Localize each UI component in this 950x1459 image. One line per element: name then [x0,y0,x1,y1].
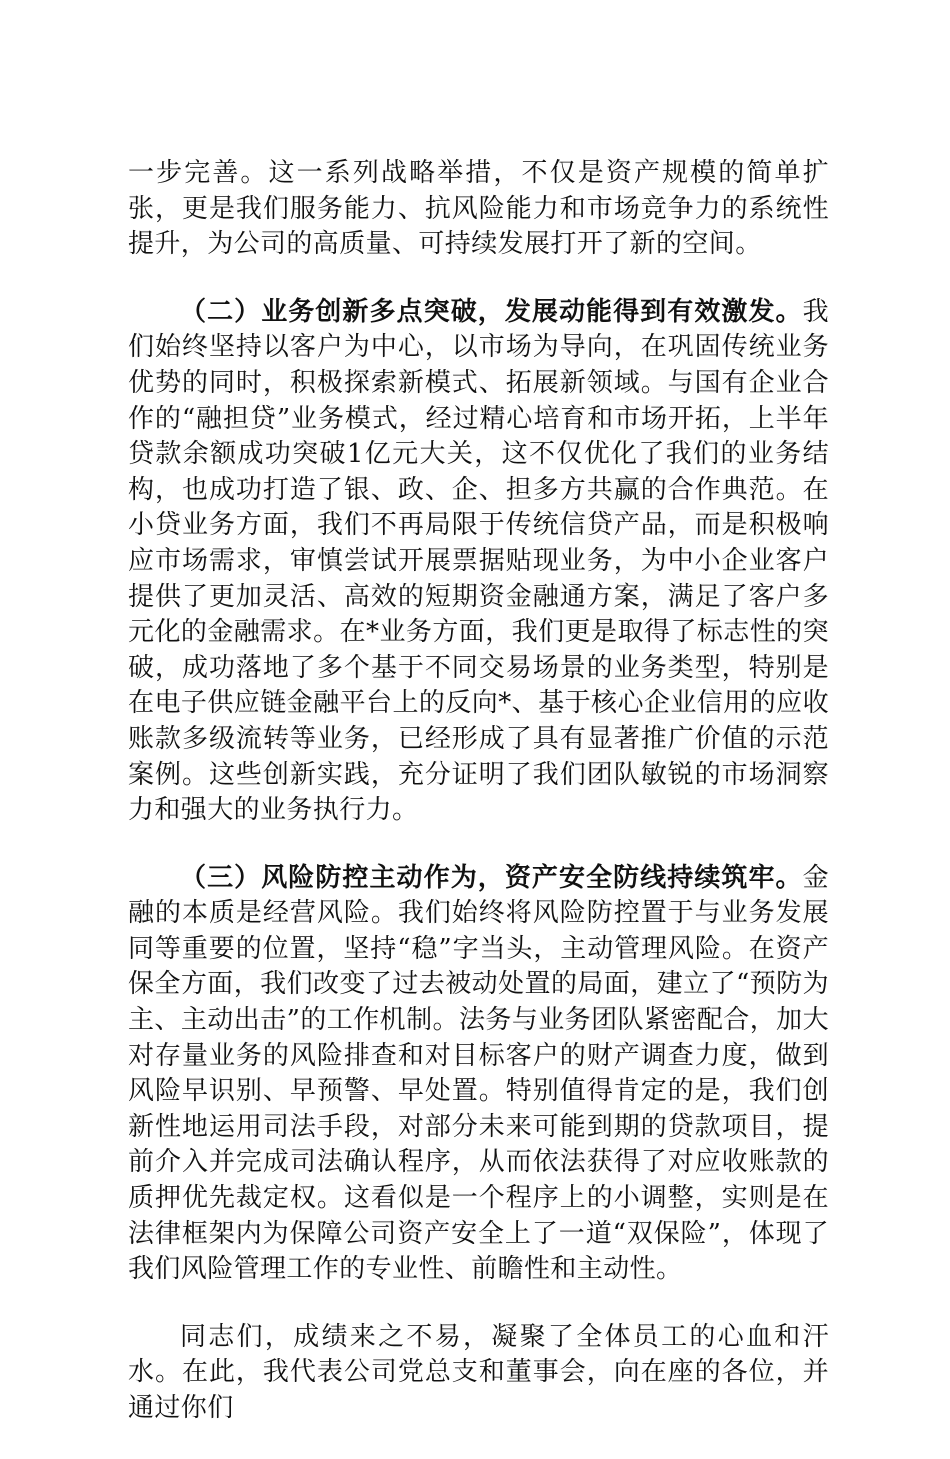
paragraph-continuation [128,156,829,263]
paragraph-text: 同志们，成绩来之不易，凝聚了全体员工的心血和汗水。在此，我代表公司党总支和董事会，向在座的各位，并通过你们 [128,1321,829,1423]
paragraph-text: 一步完善。这一系列战略举措，不仅是资产规模的简单扩张，更是我们服务能力、抗风险能力和市场竞争力的系统性提升，为公司的高质量、可持续发展打开了新的空间。 [128,158,829,260]
paragraph-text: 金融的本质是经营风险。我们始终将风险防控置于与业务发展同等重要的位置，坚持“稳”字当头，主动管理风险。在资产保全方面，我们改变了过去被动处置的局面，建立了“预防为主、主动出击”的工作机制。法务与业务团队紧密配合，加大对存量业务的风险排查和对目标客户的财产调查力度，做到风险早识别、早预警、早处置。特别值得肯定的是，我们创新性地运用司法手段，对部分未来可能到期的贷款项目，提前介入并完成司法确认程序，从而依法获得了对应收账款的质押优先裁定权。这看似是一个程序上的小调整，实则是在法律框架内为保障公司资产安全上了一道“双保险”，体现了我们风险管理工作的专业性、前瞻性和主动性。 [128,862,829,1285]
document-body [128,156,829,1459]
paragraph-business-innovation [128,295,829,829]
paragraph-closing [128,1320,829,1427]
paragraph-text: 我们始终坚持以客户为中心，以市场为导向，在巩固传统业务优势的同时，积极探索新模式、拓展新领域。与国有企业合作的“融担贷”业务模式，经过精心培育和市场开拓，上半年贷款余额成功突破1亿元大关，这不仅优化了我们的业务结构，也成功打造了银、政、企、担多方共赢的合作典范。在小贷业务方面，我们不再局限于传统信贷产品，而是积极响应市场需求，审慎尝试开展票据贴现业务，为中小企业客户提供了更加灵活、高效的短期资金融通方案，满足了客户多元化的金融需求。在*业务方面，我们更是取得了标志性的突破，成功落地了多个基于不同交易场景的业务类型，特别是在电子供应链金融平台上的反向*、基于核心企业信用的应收账款多级流转等业务，已经形成了具有显著推广价值的示范案例。这些创新实践，充分证明了我们团队敏锐的市场洞察力和强大的业务执行力。 [128,296,829,826]
section-heading-3: （三）风险防控主动作为，资产安全防线持续筑牢。 [180,862,803,893]
paragraph-risk-control [128,861,829,1288]
section-heading-2: （二）业务创新多点突破，发展动能得到有效激发。 [180,296,803,327]
